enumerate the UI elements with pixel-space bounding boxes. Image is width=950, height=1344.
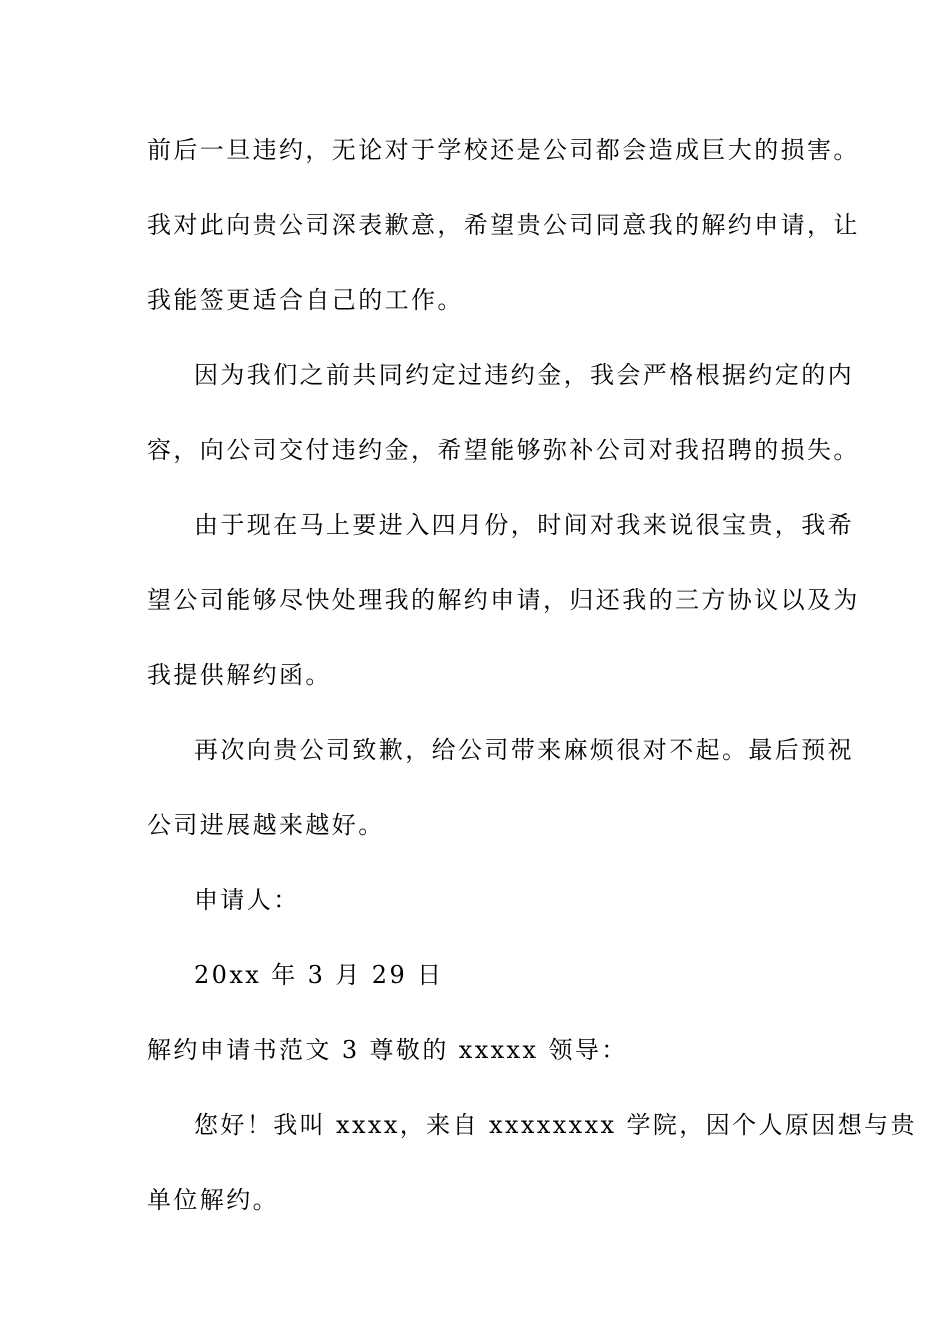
text-line-4: 因为我们之前共同约定过违约金，我会严格根据约定的内 — [194, 361, 854, 389]
applicant-label: 申请人： — [194, 886, 300, 914]
text-line-8: 我提供解约函。 — [147, 661, 332, 689]
text-line-7: 望公司能够尽快处理我的解约申请，归还我的三方协议以及为 — [147, 586, 860, 614]
text-line-2: 我对此向贵公司深表歉意，希望贵公司同意我的解约申请，让 — [147, 211, 860, 239]
text-line-5: 容，向公司交付违约金，希望能够弥补公司对我招聘的损失。 — [147, 436, 860, 464]
text-line-3: 我能签更适合自己的工作。 — [147, 286, 464, 314]
text-line-9: 再次向贵公司致歉，给公司带来麻烦很对不起。最后预祝 — [194, 736, 854, 764]
date-line: 20xx 年 3 月 29 日 — [194, 961, 444, 989]
text-line-1: 前后一旦违约，无论对于学校还是公司都会造成巨大的损害。 — [147, 136, 860, 164]
section-heading: 解约申请书范文 3 尊敬的 xxxxx 领导： — [147, 1036, 628, 1064]
text-line-14: 您好！我叫 xxxx，来自 xxxxxxxx 学院，因个人原因想与贵 — [194, 1111, 917, 1139]
text-line-6: 由于现在马上要进入四月份，时间对我来说很宝贵，我希 — [194, 511, 854, 539]
text-line-10: 公司进展越来越好。 — [147, 811, 385, 839]
text-line-15: 单位解约。 — [147, 1186, 279, 1214]
